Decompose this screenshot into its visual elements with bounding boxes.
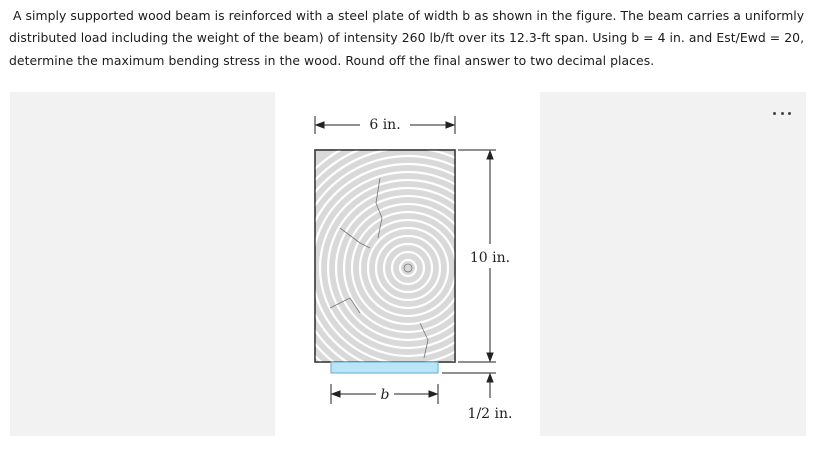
steel-plate <box>331 362 438 373</box>
left-panel <box>10 92 275 436</box>
more-options-icon[interactable] <box>773 108 791 118</box>
problem-text: A simply supported wood beam is reinforced with a steel plate of width b as shown in the figure. The beam carries a uniformly distributed load including the weight of the beam) of intensity 260 lb/ft over its 12.3-ft span. Using b = 4 in. and Est/Ewd = 20, determine the maximum bending stress in the wood. Round off the final answer to two decimal places. <box>9 8 805 68</box>
plate-thickness-dimension <box>442 373 496 398</box>
plate-width-label: b <box>380 387 390 403</box>
beam-cross-section-figure <box>300 108 540 428</box>
right-panel <box>540 92 806 436</box>
width-label: 6 in. <box>369 117 401 133</box>
problem-statement <box>9 5 817 72</box>
height-label: 10 in. <box>469 250 511 266</box>
plate-thickness-label: 1/2 in. <box>467 406 513 422</box>
